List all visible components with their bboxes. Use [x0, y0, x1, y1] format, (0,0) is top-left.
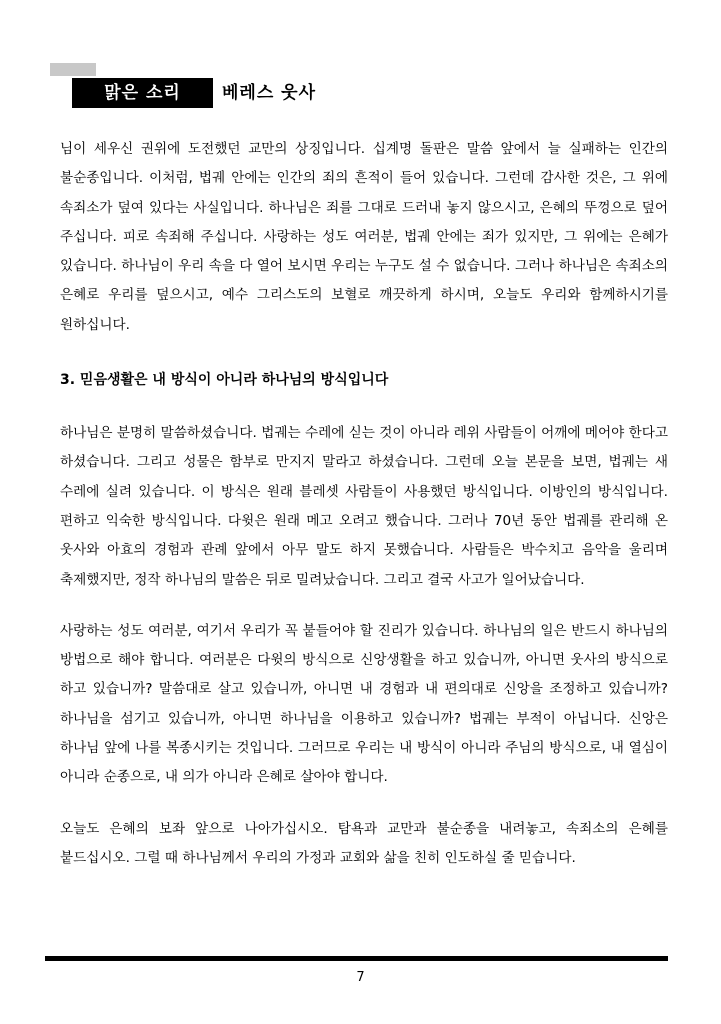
- section-label: 맑은 소리: [72, 78, 213, 108]
- body-paragraph: 님이 세우신 권위에 도전했던 교만의 상징입니다. 십계명 돌판은 말씀 앞에서 늘 실패하는 인간의 불순종입니다. 이처럼, 법궤 안에는 인간의 죄의 흔적이 들어 있습니다. 그런데 감사한 것은, 그 위에 속죄소가 덮여 있다는 사실입니다. 하나님은 죄를 그대로 드러내 놓지 않으시고, 은혜의 뚜껑으로 덮어 주십니다. 피로 속죄해 주십니다. 사랑하는 성도 여러분, 법궤 안에는 죄가 있지만, 그 위에는 은혜가 있습니다. 하나님이 우리 속을 다 열어 보시면 우리는 누구도 설 수 없습니다. 그러나 하나님은 속죄소의 은혜로 우리를 덮으시고, 예수 그리스도의 보혈로 깨끗하게 하시며, 오늘도 우리와 함께하시기를 원하십니다.: [60, 141, 668, 333]
- page-title: 베레스 웃사: [222, 83, 317, 103]
- document-body: [60, 135, 668, 873]
- footer-rule: [45, 956, 668, 961]
- body-paragraph: 하나님은 분명히 말씀하셨습니다. 법궤는 수레에 싣는 것이 아니라 레위 사람들이 어깨에 메어야 한다고 하셨습니다. 그리고 성물은 함부로 만지지 말라고 하셨습니다. 그런데 오늘 본문을 보면, 법궤는 새 수레에 실려 있습니다. 이 방식은 원래 블레셋 사람들이 사용했던 방식입니다. 이방인의 방식입니다. 편하고 익숙한 방식입니다. 다윗은 원래 메고 오려고 했습니다. 그러나 70년 동안 법궤를 관리해 온 웃사와 아효의 경험과 관례 앞에서 아무 말도 하지 못했습니다. 사람들은 박수치고 음악을 울리며 축제했지만, 정작 하나님의 말씀은 뒤로 밀려났습니다. 그리고 결국 사고가 일어났습니다.: [60, 425, 668, 588]
- header-decoration-tab: [50, 63, 96, 76]
- body-paragraph: 사랑하는 성도 여러분, 여기서 우리가 꼭 붙들어야 할 진리가 있습니다. 하나님의 일은 반드시 하나님의 방법으로 해야 합니다. 여러분은 다윗의 방식으로 신앙생활을 하고 있습니까, 아니면 웃사의 방식으로 하고 있습니까? 말씀대로 살고 있습니까, 아니면 내 경험과 내 편의대로 신앙을 조정하고 있습니까? 하나님을 섬기고 있습니까, 아니면 하나님을 이용하고 있습니까? 법궤는 부적이 아닙니다. 신앙은 하나님 앞에 나를 복종시키는 것입니다. 그러므로 우리는 내 방식이 아니라 주님의 방식으로, 내 열심이 아니라 순종으로, 내 의가 아니라 은혜로 살아야 합니다.: [60, 622, 668, 786]
- section-heading: 3. 믿음생활은 내 방식이 아니라 하나님의 방식입니다: [60, 372, 389, 389]
- body-paragraph: 오늘도 은혜의 보좌 앞으로 나아가십시오. 탐욕과 교만과 불순종을 내려놓고, 속죄소의 은혜를 붙드십시오. 그럴 때 하나님께서 우리의 가정과 교회와 삶을 친히 인도하실 줄 믿습니다.: [60, 820, 668, 866]
- page-number: 7: [356, 970, 365, 985]
